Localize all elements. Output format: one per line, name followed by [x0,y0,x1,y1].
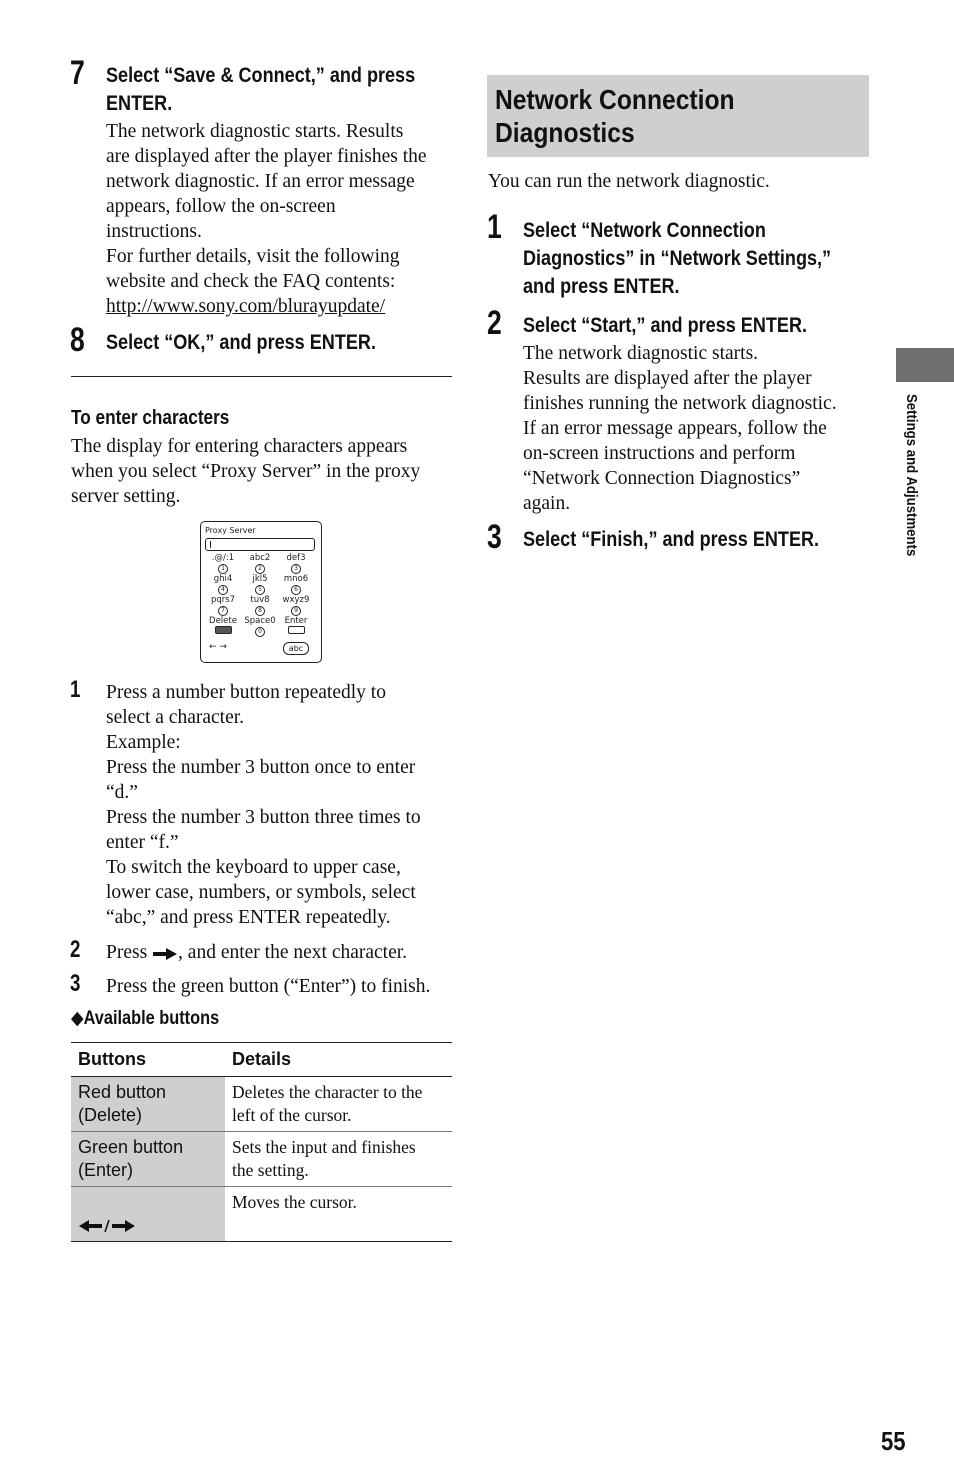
step-7-heading: Select “Save & Connect,” and press ENTER. [106,64,416,115]
key-space: Space0 0 [244,616,276,635]
key-delete: Delete [204,616,242,637]
table-cell-button [71,1187,225,1242]
keyboard-input-field [205,538,315,551]
enter-characters-heading: To enter characters [71,407,230,429]
page-number: 55 [881,1426,906,1456]
table-header-details: Details [225,1043,452,1077]
section-title-banner [487,75,869,157]
key-7: pqrs7 7 [210,595,236,614]
right-arrow-icon [152,947,178,961]
diag-step-2-body: The network diagnostic starts. Results are displayed after the player finishes running the network diagnostic. If an error message appears, follow the on-screen instructions and perform “Network Connection Diagnostics” again. [523,343,837,514]
table-header-buttons: Buttons [71,1043,225,1077]
diag-step-3-heading: Select “Finish,” and press ENTER. [523,528,820,551]
key-1: .@/:1 1 [211,553,235,572]
sub-step-number-3: 3 [70,970,81,997]
diag-step-number-2: 2 [487,304,502,342]
key-3: def3 3 [286,553,306,572]
diag-step-2-heading: Select “Start,” and press ENTER. [523,314,808,337]
table-cell-detail: Moves the cursor. [225,1187,452,1242]
step-8-heading: Select “OK,” and press ENTER. [106,331,376,354]
chapter-tab-label: Settings and Adjustments [903,394,920,557]
section-title: Network Connection Diagnostics [495,84,735,148]
table-cell-button: Red button (Delete) [71,1077,225,1132]
faq-link[interactable]: http://www.sony.com/blurayupdate/ [106,296,386,317]
table-cell-detail: Deletes the character to the left of the cursor. [225,1077,452,1132]
sub-step-number-2: 2 [70,936,81,963]
key-enter: Enter [277,616,315,637]
table-row [71,1187,452,1242]
table-cell-detail: Sets the input and finishes the setting. [225,1132,452,1187]
key-2: abc2 2 [249,553,271,572]
key-4: ghi4 4 [213,574,233,593]
sub-step-1-body: Press a number button repeatedly to select a character. Example: Press the number 3 button once to enter “d.” Press the number 3 button three times to enter “f.” To switch the keyboard to upper case, lower case, numbers, or symbols, select “abc,” and press ENTER repeatedly. [106,682,421,928]
key-6: mno6 6 [283,574,309,593]
table-row [71,1077,452,1132]
table-row [71,1132,452,1187]
diag-step-number-1: 1 [487,208,502,246]
keyboard-title: Proxy Server [205,526,256,535]
section-divider [71,376,452,377]
key-8: tuv8 8 [250,595,270,614]
table-cell-button: Green button (Enter) [71,1132,225,1187]
step-number-7: 7 [70,54,85,92]
step-7-body: The network diagnostic starts. Results are displayed after the player finishes the network diagnostic. If an error message appears, follow the on-screen instructions. For further details, visit the following website and check the FAQ contents: [106,121,427,292]
sub-step-2-body: Press , and enter the next character. [106,942,408,963]
available-buttons-table [71,1042,452,1242]
key-5: jkl5 5 [252,574,268,593]
step-number-8: 8 [70,321,85,359]
available-buttons-heading: ◆Available buttons [71,1008,220,1029]
abc-toggle: abc [283,642,309,655]
diag-step-number-3: 3 [487,518,502,556]
diagnostics-intro: You can run the network diagnostic. [488,171,770,192]
sub-step-3-body: Press the green button (“Enter”) to finish. [106,976,431,997]
table-header-row [71,1043,452,1077]
diamond-bullet-icon: ◆ [71,1008,84,1029]
key-9: wxyz9 9 [282,595,310,614]
cursor-arrows-icon: ← → [209,642,227,652]
proxy-server-keyboard-figure [200,521,322,663]
sub-step-number-1: 1 [70,676,81,703]
chapter-tab-marker [896,348,954,382]
left-right-arrows-icon [78,1218,136,1234]
enter-characters-body: The display for entering characters appears when you select “Proxy Server” in the proxy server setting. [71,436,421,507]
diag-step-1-heading: Select “Network Connection Diagnostics” in “Network Settings,” and press ENTER. [523,219,832,298]
